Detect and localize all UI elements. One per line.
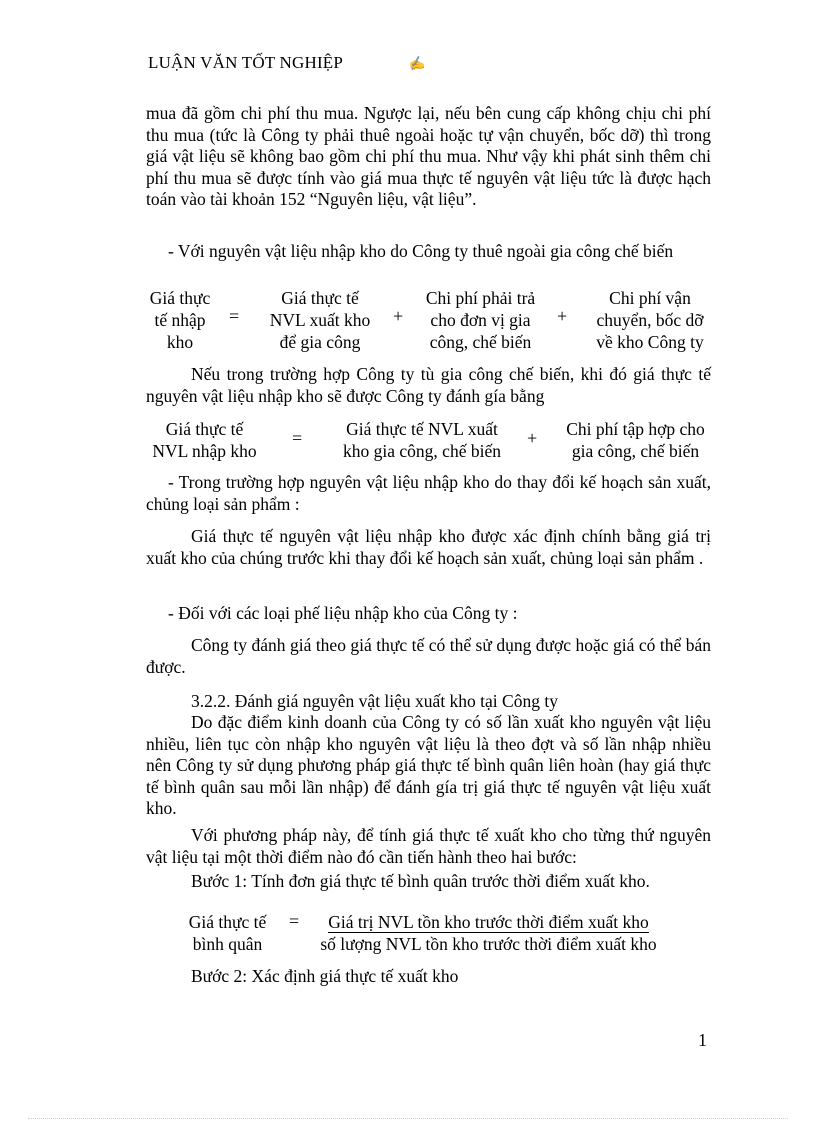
f1-lhs: Giá thực tế nhập kho bbox=[149, 288, 211, 352]
page-header bbox=[148, 53, 425, 73]
pen-nib-icon: ✍ bbox=[407, 54, 427, 73]
bullet-plan-change: - Trong trường hợp nguyên vật liệu nhập kho do thay đổi kế hoạch sản xuất, chủng loại sản phẩm : bbox=[146, 472, 711, 514]
f3-denominator: số lượng NVL tồn kho trước thời điểm xuất kho bbox=[320, 934, 657, 954]
f1-term-2: Chi phí phải trả cho đơn vị gia công, chế biến bbox=[425, 288, 536, 352]
paragraph-scrap: Công ty đánh giá theo giá thực tế có thể sử dụng được hoặc giá có thể bán được. bbox=[146, 635, 711, 677]
f1-equals: = bbox=[229, 306, 240, 326]
f2-term-2: Chi phí tập hợp cho gia công, chế biến bbox=[566, 419, 705, 461]
f2-equals: = bbox=[292, 428, 303, 448]
f1-term-1: Giá thực tế NVL xuất kho để gia công bbox=[269, 288, 371, 352]
f1-term-3: Chi phí vận chuyển, bốc dỡ về kho Công ty bbox=[596, 288, 704, 352]
f3-lhs: Giá thực tế bình quân bbox=[188, 912, 267, 954]
f3-fraction bbox=[306, 911, 671, 955]
paragraph-plan-change: Giá thực tế nguyên vật liệu nhập kho được xác định chính bằng giá trị xuất kho của chúng trước khi thay đổi kế hoạch sản xuất, chủng loại sản phẩm . bbox=[146, 526, 711, 568]
bullet-outsourced-processing: - Với nguyên vật liệu nhập kho do Công ty thuê ngoài gia công chế biến bbox=[168, 241, 674, 261]
paragraph-self-processing: Nếu trong trường hợp Công ty tù gia công chế biến, khi đó giá thực tế nguyên vật liệu nhập kho sẽ được Công ty đánh gía bằng bbox=[146, 364, 711, 406]
bullet-scrap: - Đối với các loại phế liệu nhập kho của Công ty : bbox=[168, 603, 518, 623]
step-2: Bước 2: Xác định giá thực tế xuất kho bbox=[191, 966, 459, 986]
f3-equals: = bbox=[289, 911, 300, 931]
header-title: LUẬN VĂN TỐT NGHIỆP bbox=[148, 53, 343, 72]
f2-plus: + bbox=[527, 428, 538, 448]
f1-plus-2: + bbox=[557, 306, 568, 326]
paragraph-method: Do đặc điểm kinh doanh của Công ty có số lần xuất kho nguyên vật liệu nhiều, liên tục còn nhập kho nguyên vật liệu là theo đợt và số lần nhập nhiều nên Công ty sử dụng phương pháp giá thực tế bình quân liên hoàn (hay giá thực tế bình quân sau mỗi lần nhập) để đánh gía trị giá thực tế nguyên vật liệu xuất kho. bbox=[146, 712, 711, 818]
step-1: Bước 1: Tính đơn giá thực tế bình quân trước thời điểm xuất kho. bbox=[191, 871, 650, 891]
f2-lhs: Giá thực tế NVL nhập kho bbox=[152, 419, 257, 461]
section-heading-3-2-2: 3.2.2. Đánh giá nguyên vật liệu xuất kho tại Công ty bbox=[191, 691, 558, 711]
page-number: 1 bbox=[698, 1030, 707, 1050]
f3-numerator: Giá trị NVL tồn kho trước thời điểm xuất kho bbox=[328, 912, 649, 932]
paragraph-1: mua đã gồm chi phí thu mua. Ngược lại, nếu bên cung cấp không chịu chi phí thu mua (tức là Công ty phải thuê ngoài hoặc tự vận chuyển, bốc dỡ) thì trong giá vật liệu sẽ không bao gồm chi phí thu mua. Như vậy khi phát sinh thêm chi phí thu mua sẽ được tính vào giá mua thực tế nguyên vật liệu tức là được hạch toán vào tài khoản 152 “Nguyên liệu, vật liệu”. bbox=[146, 103, 711, 209]
page-bottom-divider bbox=[28, 1118, 788, 1119]
f2-term-1: Giá thực tế NVL xuất kho gia công, chế biến bbox=[343, 419, 501, 461]
f1-plus-1: + bbox=[393, 306, 404, 326]
paragraph-two-steps: Với phương pháp này, để tính giá thực tế xuất kho cho từng thứ nguyên vật liệu tại một thời điểm nào đó cần tiến hành theo hai bước: bbox=[146, 825, 711, 867]
